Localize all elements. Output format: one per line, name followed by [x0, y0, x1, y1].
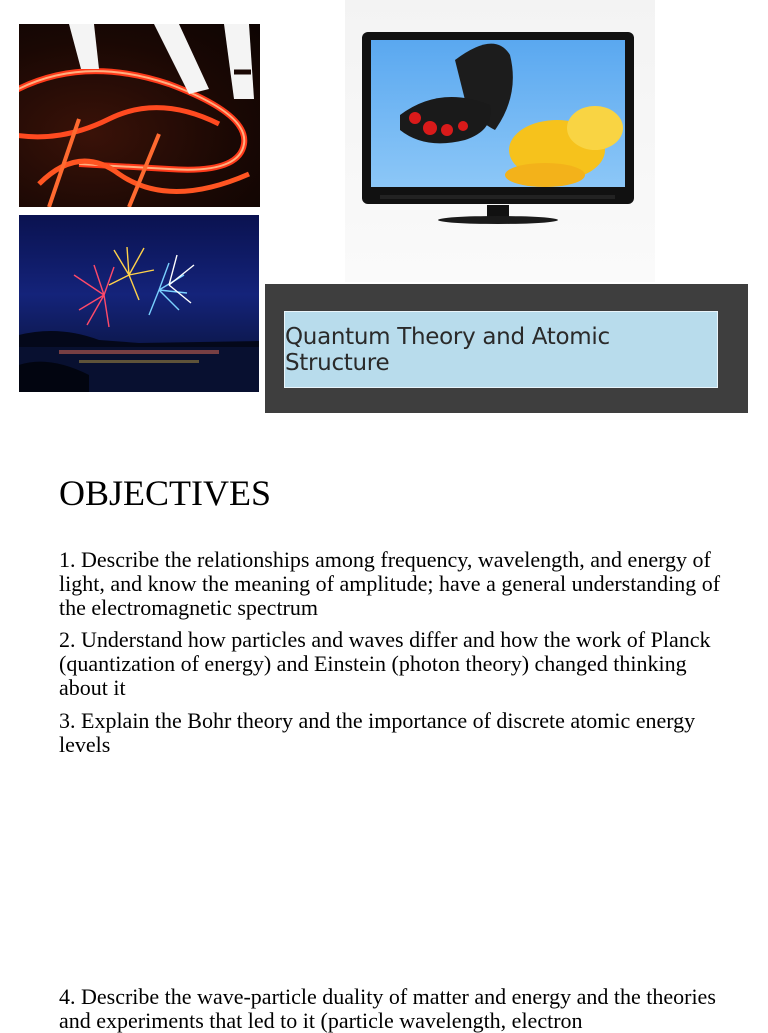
- objective-item: 1. Describe the relationships among frequency, wavelength, and energy of light, and know the meaning of amplitude; have a general understanding of the electromagnetic spectrum: [59, 547, 721, 620]
- neon-sign-image: [19, 24, 260, 207]
- neon-sign-icon: [19, 24, 260, 207]
- objective-item: 4. Describe the wave-particle duality of matter and energy and the theories and experiments that led to it (particle wavelength, electron: [59, 984, 716, 1033]
- fireworks-icon: [19, 215, 259, 392]
- title-text: Quantum Theory and Atomic Structure: [285, 323, 610, 376]
- tv-image: [345, 0, 655, 282]
- objective-item: 3. Explain the Bohr theory and the importance of discrete atomic energy levels: [59, 708, 696, 757]
- title-banner: [284, 311, 718, 388]
- tv-butterfly-icon: [345, 0, 655, 282]
- title-card: [265, 284, 748, 413]
- objective-item: 2. Understand how particles and waves differ and how the work of Planck (quantization of energy) and Einstein (photon theory) changed thinking about it: [59, 627, 711, 700]
- fireworks-image: [19, 215, 259, 392]
- objectives-heading: OBJECTIVES: [59, 473, 272, 513]
